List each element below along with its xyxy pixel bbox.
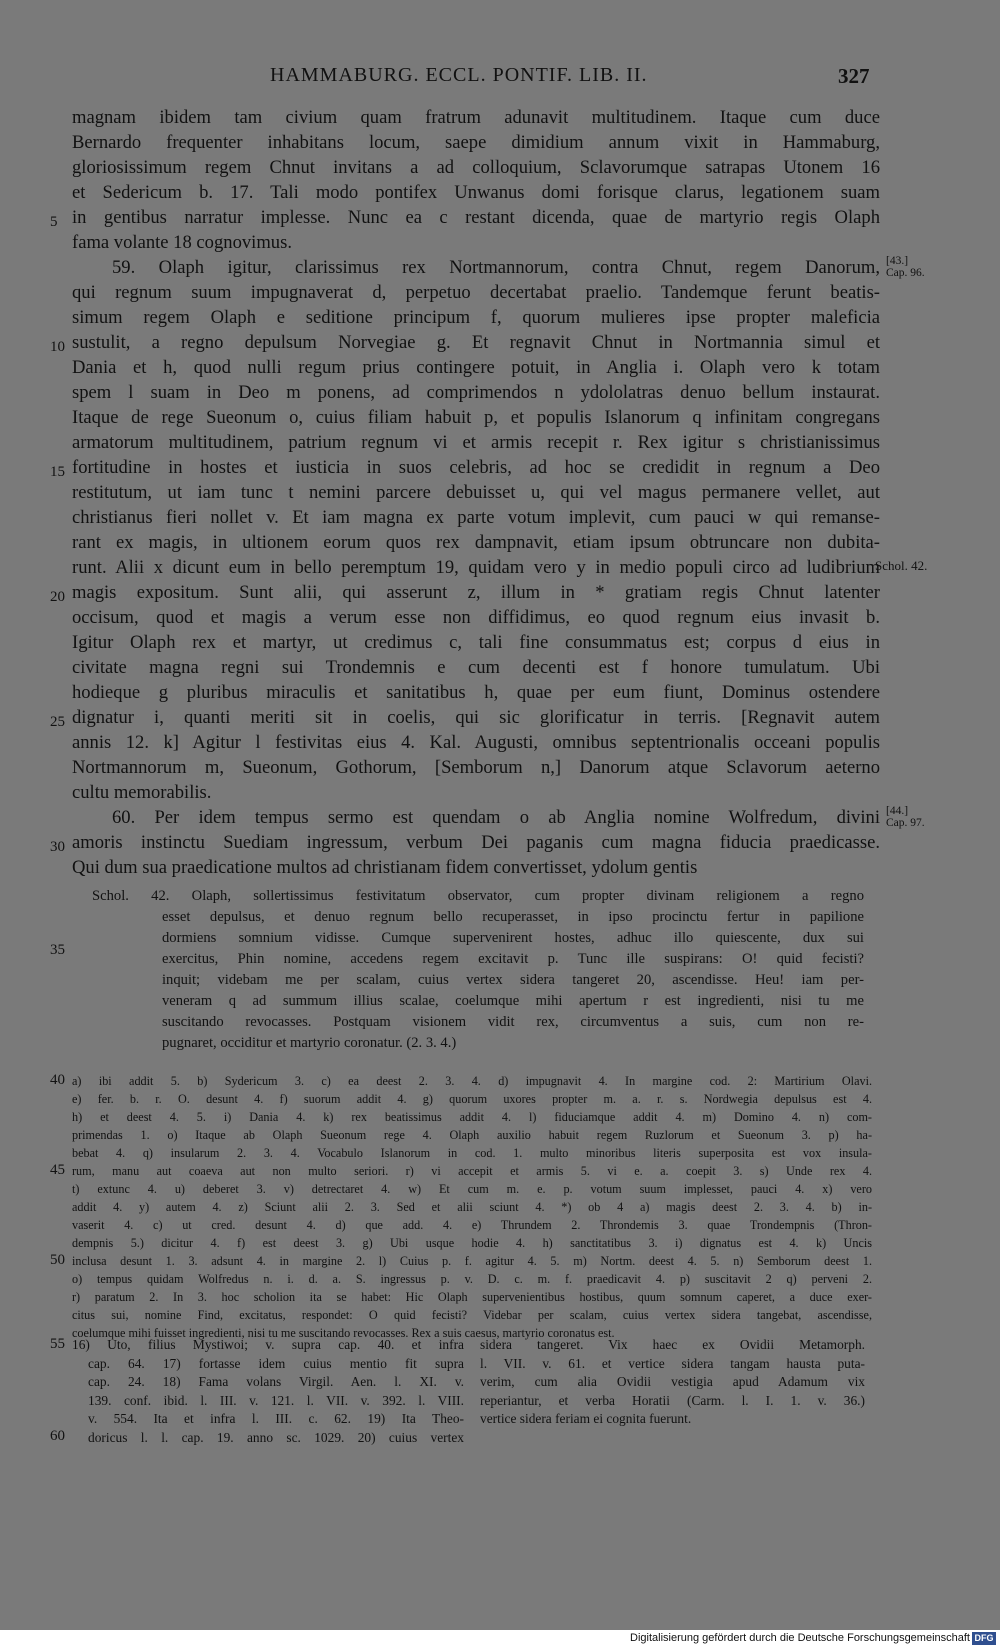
text-line: amoris instinctu Suediam ingressum, verbum Dei paganis cum magna fiducia praedicasse. <box>72 832 880 853</box>
text-line: fortitudine in hostes et iusticia in suos celebris, ad hoc se credidit in regnum a Deo <box>72 457 880 478</box>
text-line: in gentibus narratur implesse. Nunc ea c restant dicenda, quae de martyrio regis Olaph <box>72 207 880 228</box>
text-line: fama volante 18 cognovimus. <box>72 232 292 253</box>
note-line: vertice sidera feriam ei cognita fuerunt. <box>480 1411 692 1426</box>
note-line: 16) Uto, filius Mystiwoi; v. supra cap. 40. et infra <box>72 1337 464 1352</box>
text-line: spem l suam in Deo m ponens, ad comprimendos n ydololatras denuo bellum instaurat. <box>72 382 880 403</box>
footer-credit: Digitalisierung gefördert durch die Deutsche Forschungsgemeinschaft <box>630 1632 970 1644</box>
note-line: v. 554. Ita et infra l. III. c. 62. 19) Ita Theo- <box>88 1411 464 1426</box>
text-line: restitutum, ut iam tunc t nemini parcere debuisset u, qui vel magus permanere vellet, aut <box>72 482 880 503</box>
text-line: simum regem Olaph e seditione principum f, quorum mulieres ipse propter maleficia <box>72 307 880 328</box>
text-line: sustulit, a regno depulsum Norvegiae g. Et regnavit Chnut in Nortmannia simul et <box>72 332 880 353</box>
scholion-line: inquit; videbam me per scalam, cuius vertex sidera tangeret 20, ascendisse. Heu! iam per- <box>162 972 864 988</box>
note-line: verim, cum alia Ovidii vestigia apud Adamum vix <box>480 1374 865 1389</box>
apparatus-line: h) et deest 4. 5. i) Dania 4. k) rex beatissimus addit 4. l) fiduciamque addit 4. m) Domino 4. n) com- <box>72 1110 872 1124</box>
margin-note-scholion: Schol. 42. <box>875 558 928 573</box>
margin-note-chapter <box>886 805 925 829</box>
note-line: doricus l. l. cap. 19. anno sc. 1029. 20) cuius vertex <box>88 1429 464 1445</box>
scholion-line: dormiens somnium vidisse. Cumque supervenirent hostes, adhuc illo quiescente, dux sui <box>162 930 864 946</box>
line-number: 55 <box>50 1336 65 1352</box>
text-line: rant ex magis, in ultionem eorum quos rex dampnavit, etiam ipsum obtruncare non dubita- <box>72 532 880 553</box>
text-line: cultu memorabilis. <box>72 782 212 803</box>
line-number: 60 <box>50 1428 65 1444</box>
line-number: 50 <box>50 1252 65 1268</box>
dfg-logo: DFG <box>972 1632 996 1645</box>
margin-note-cap: Cap. 97. <box>886 817 925 829</box>
notes-column-left <box>72 1336 464 1447</box>
apparatus-line: inclusa desunt 1. 3. adsunt 4. in margine 2. l) Cuius p. f. agitur 4. 5. m) Nortm. deest 4. 5. n) Semborum deest 1. <box>72 1254 872 1268</box>
note-line: l. VII. v. 61. et vertice sidera tangam hausta puta- <box>480 1355 865 1371</box>
text-line: civitate magna regni sui Trondemnis e cum decenti est f honore tumulatum. Ubi <box>72 657 880 678</box>
text-line: gloriosissimum regem Chnut invitans a ad colloquium, Sclavorumque satrapas Utonem 16 <box>72 157 880 178</box>
line-number: 5 <box>50 214 58 230</box>
text-line: dignatur i, quanti meriti sit in coelis, qui sic glorificatur in terris. [Regnavit autem <box>72 707 880 728</box>
scholion-line: esset depulsus, et denuo regnum bello recuperasset, in ipso procinctu fertur in papilione <box>162 909 864 925</box>
scholion-line: veneram q ad summum illius scalae, coelumque mihi apertum r est ingredienti, nisi tu me <box>162 993 864 1009</box>
apparatus-line: t) extunc 4. u) deberet 3. v) detrectaret 4. w) Et cum m. e. p. votum suum implesset, pauci 4. x) vero <box>72 1182 872 1196</box>
scholion <box>92 886 864 1054</box>
apparatus-line: rum, manu aut coaeva aut non multo seriori. r) vi accepit et armis 5. vi e. a. coepit 3. s) Unde rex 4. <box>72 1164 872 1178</box>
text-line: occisum, quod et magis a verum esse non diffidimus, eo quod regnum eius invasit b. <box>72 607 880 628</box>
text-line: annis 12. k] Agitur l festivitas eius 4. Kal. Augusti, omnibus septentrionalis occeani populis <box>72 732 880 753</box>
critical-apparatus <box>72 1072 872 1342</box>
line-number: 15 <box>50 464 65 480</box>
scholion-line: pugnaret, occiditur et martyrio coronatur. (2. 3. 4.) <box>162 1035 457 1051</box>
text-line: magis expositum. Sunt alii, qui asserunt z, illum in * gratiam regis Chnut latenter <box>72 582 880 603</box>
text-line: qui regnum suum impugnaverat d, perpetuo decertabat praelio. Tandemque ferunt beatis- <box>72 282 880 303</box>
line-number: 40 <box>50 1072 65 1088</box>
line-number: 20 <box>50 589 65 605</box>
text-line: et Sedericum b. 17. Tali modo pontifex Unwanus domi forisque clarus, legationem suam <box>72 182 880 203</box>
text-line: christianus fieri nollet v. Et iam magna ex parte votum implevit, cum pauci w qui remanse- <box>72 507 880 528</box>
apparatus-line: o) tempus quidam Wolfredus n. i. d. a. S. ingressus p. v. D. c. m. f. praedicavit 4. p) suscitavit 2 q) perveni 2. <box>72 1272 872 1286</box>
apparatus-line: addit 4. y) autem 4. z) Sciunt alii 2. 3. Sed et alii sciunt 4. *) ob 4 a) magis deest 2. 3. 4. b) in- <box>72 1200 872 1214</box>
page-number: 327 <box>838 64 870 88</box>
text-line: armatorum multitudinem, patrium regnum vi et armis recepit r. Rex igitur s christianissimus <box>72 432 880 453</box>
notes-column-right <box>480 1336 865 1429</box>
note-line: cap. 24. 18) Fama volans Virgil. Aen. l. XI. v. <box>88 1374 464 1389</box>
digitization-footer <box>0 1630 1000 1648</box>
apparatus-line: vaserit 4. c) ut cred. desunt 4. d) que add. 4. e) Thrundem 2. Throndemis 3. quae Trondempnis (Thron- <box>72 1218 872 1232</box>
apparatus-line: primendas 1. o) Itaque ab Olaph Sueonum rege 4. Olaph auxilio habuit regem Ruzlorum et Sueonum 3. p) ha- <box>72 1128 872 1142</box>
note-line: cap. 64. 17) fortasse idem cuius mentio fit supra <box>88 1355 464 1371</box>
apparatus-line: dempnis 5.) dicitur 4. f) est deest 3. g) Ubi usque hodie 4. h) sanctitatibus 3. i) dignatus est 4. k) Uncis <box>72 1236 872 1250</box>
line-number: 45 <box>50 1162 65 1178</box>
margin-note-number: [43.] <box>886 255 909 267</box>
text-line: Qui dum sua praedicatione multos ad christianam fidem convertisset, ydolum gentis <box>72 857 698 878</box>
line-number: 25 <box>50 714 65 730</box>
scholion-line: suscitando revocasses. Postquam visionem vidit rex, circumventus a suis, cum non re- <box>162 1014 864 1030</box>
text-line: Bernardo frequenter inhabitans locum, saepe dimidium annum vixit in Hammaburg, <box>72 132 880 153</box>
running-header <box>0 64 1000 94</box>
text-line: runt. Alii x dicunt eum in bello peremptum 19, quidam vero y in medio populi circo ad ludibrium <box>72 557 880 578</box>
note-line: sidera tangeret. Vix haec ex Ovidii Metamorph. <box>480 1337 865 1352</box>
scholion-line: Schol. 42. Olaph, sollertissimus festivitatum observator, cum propter divinam religionem a regno <box>92 888 864 904</box>
text-line: Dania et h, quod nulli regum prius contingere potuit, in Anglia i. Olaph vero k totam <box>72 357 880 378</box>
text-line: Nortmannorum m, Sueonum, Gothorum, [Semborum n,] Danorum atque Sclavorum aeterno <box>72 757 880 778</box>
text-line: magnam ibidem tam civium quam fratrum adunavit multitudinem. Itaque cum duce <box>72 107 880 128</box>
line-number: 10 <box>50 339 65 355</box>
apparatus-line: r) paratum 2. In 3. hoc scholion ita se habet: Hic Olaph supervenientibus hostibus, quum somnum caperet, a duce exer- <box>72 1290 872 1304</box>
margin-note-chapter <box>886 255 925 279</box>
apparatus-line: e) fer. b. r. O. desunt 4. f) suorum addit 4. g) quorum uxores propter m. a. r. s. Nordwegia depulsus est 4. <box>72 1092 872 1106</box>
note-line: reperiantur, et verba Horatii (Carm. l. I. 1. v. 36.) <box>480 1392 865 1408</box>
text-line: Igitur Olaph rex et martyr, ut credimus c, tali fine consummatus est; corpus d eius in <box>72 632 880 653</box>
margin-note-number: [44.] <box>886 805 909 817</box>
text-line: 59. Olaph igitur, clarissimus rex Nortmannorum, contra Chnut, regem Danorum, <box>112 257 880 278</box>
line-number: 35 <box>50 942 65 958</box>
apparatus-line: bebat 4. q) insularum 2. 3. 4. Vocabulo Islanorum in cod. 1. multo minoribus literis superposita est vox insula- <box>72 1146 872 1160</box>
note-line: 139. conf. ibid. l. III. v. 121. l. VII. v. 392. l. VIII. <box>88 1392 464 1408</box>
text-line: hodieque g pluribus miraculis et sanitatibus h, quae per eum fiunt, Dominus ostendere <box>72 682 880 703</box>
text-line: 60. Per idem tempus sermo est quendam o ab Anglia nomine Wolfredum, divini <box>112 807 880 828</box>
apparatus-line: a) ibi addit 5. b) Sydericum 3. c) ea deest 2. 3. 4. d) impugnavit 4. In margine cod. 2: Martirium Olavi. <box>72 1074 872 1088</box>
apparatus-line: citus sui, nomine Find, excitatus, respondet: O quid fecisti? Videbar per scalam, cuius vertex sidera tangebat, ascendisse, <box>72 1308 872 1322</box>
scholion-line: exercitus, Phin nomine, accedens regem excitavit p. Tunc ille suspirans: O! quid fecisti? <box>162 951 864 967</box>
text-line: Itaque de rege Sueonum o, cuius filiam habuit p, et populis Islanorum q infinitam congregans <box>72 407 880 428</box>
running-title: HAMMABURG. ECCL. PONTIF. LIB. II. <box>270 64 648 86</box>
margin-note-cap: Cap. 96. <box>886 267 925 279</box>
apparatus-line: coelumque mihi fuisset ingredienti, nisi tu me suscitando revocasses. Rex a suis caesus, martyrio coronatus est. <box>72 1326 615 1340</box>
line-number: 30 <box>50 839 65 855</box>
main-text <box>72 105 880 880</box>
